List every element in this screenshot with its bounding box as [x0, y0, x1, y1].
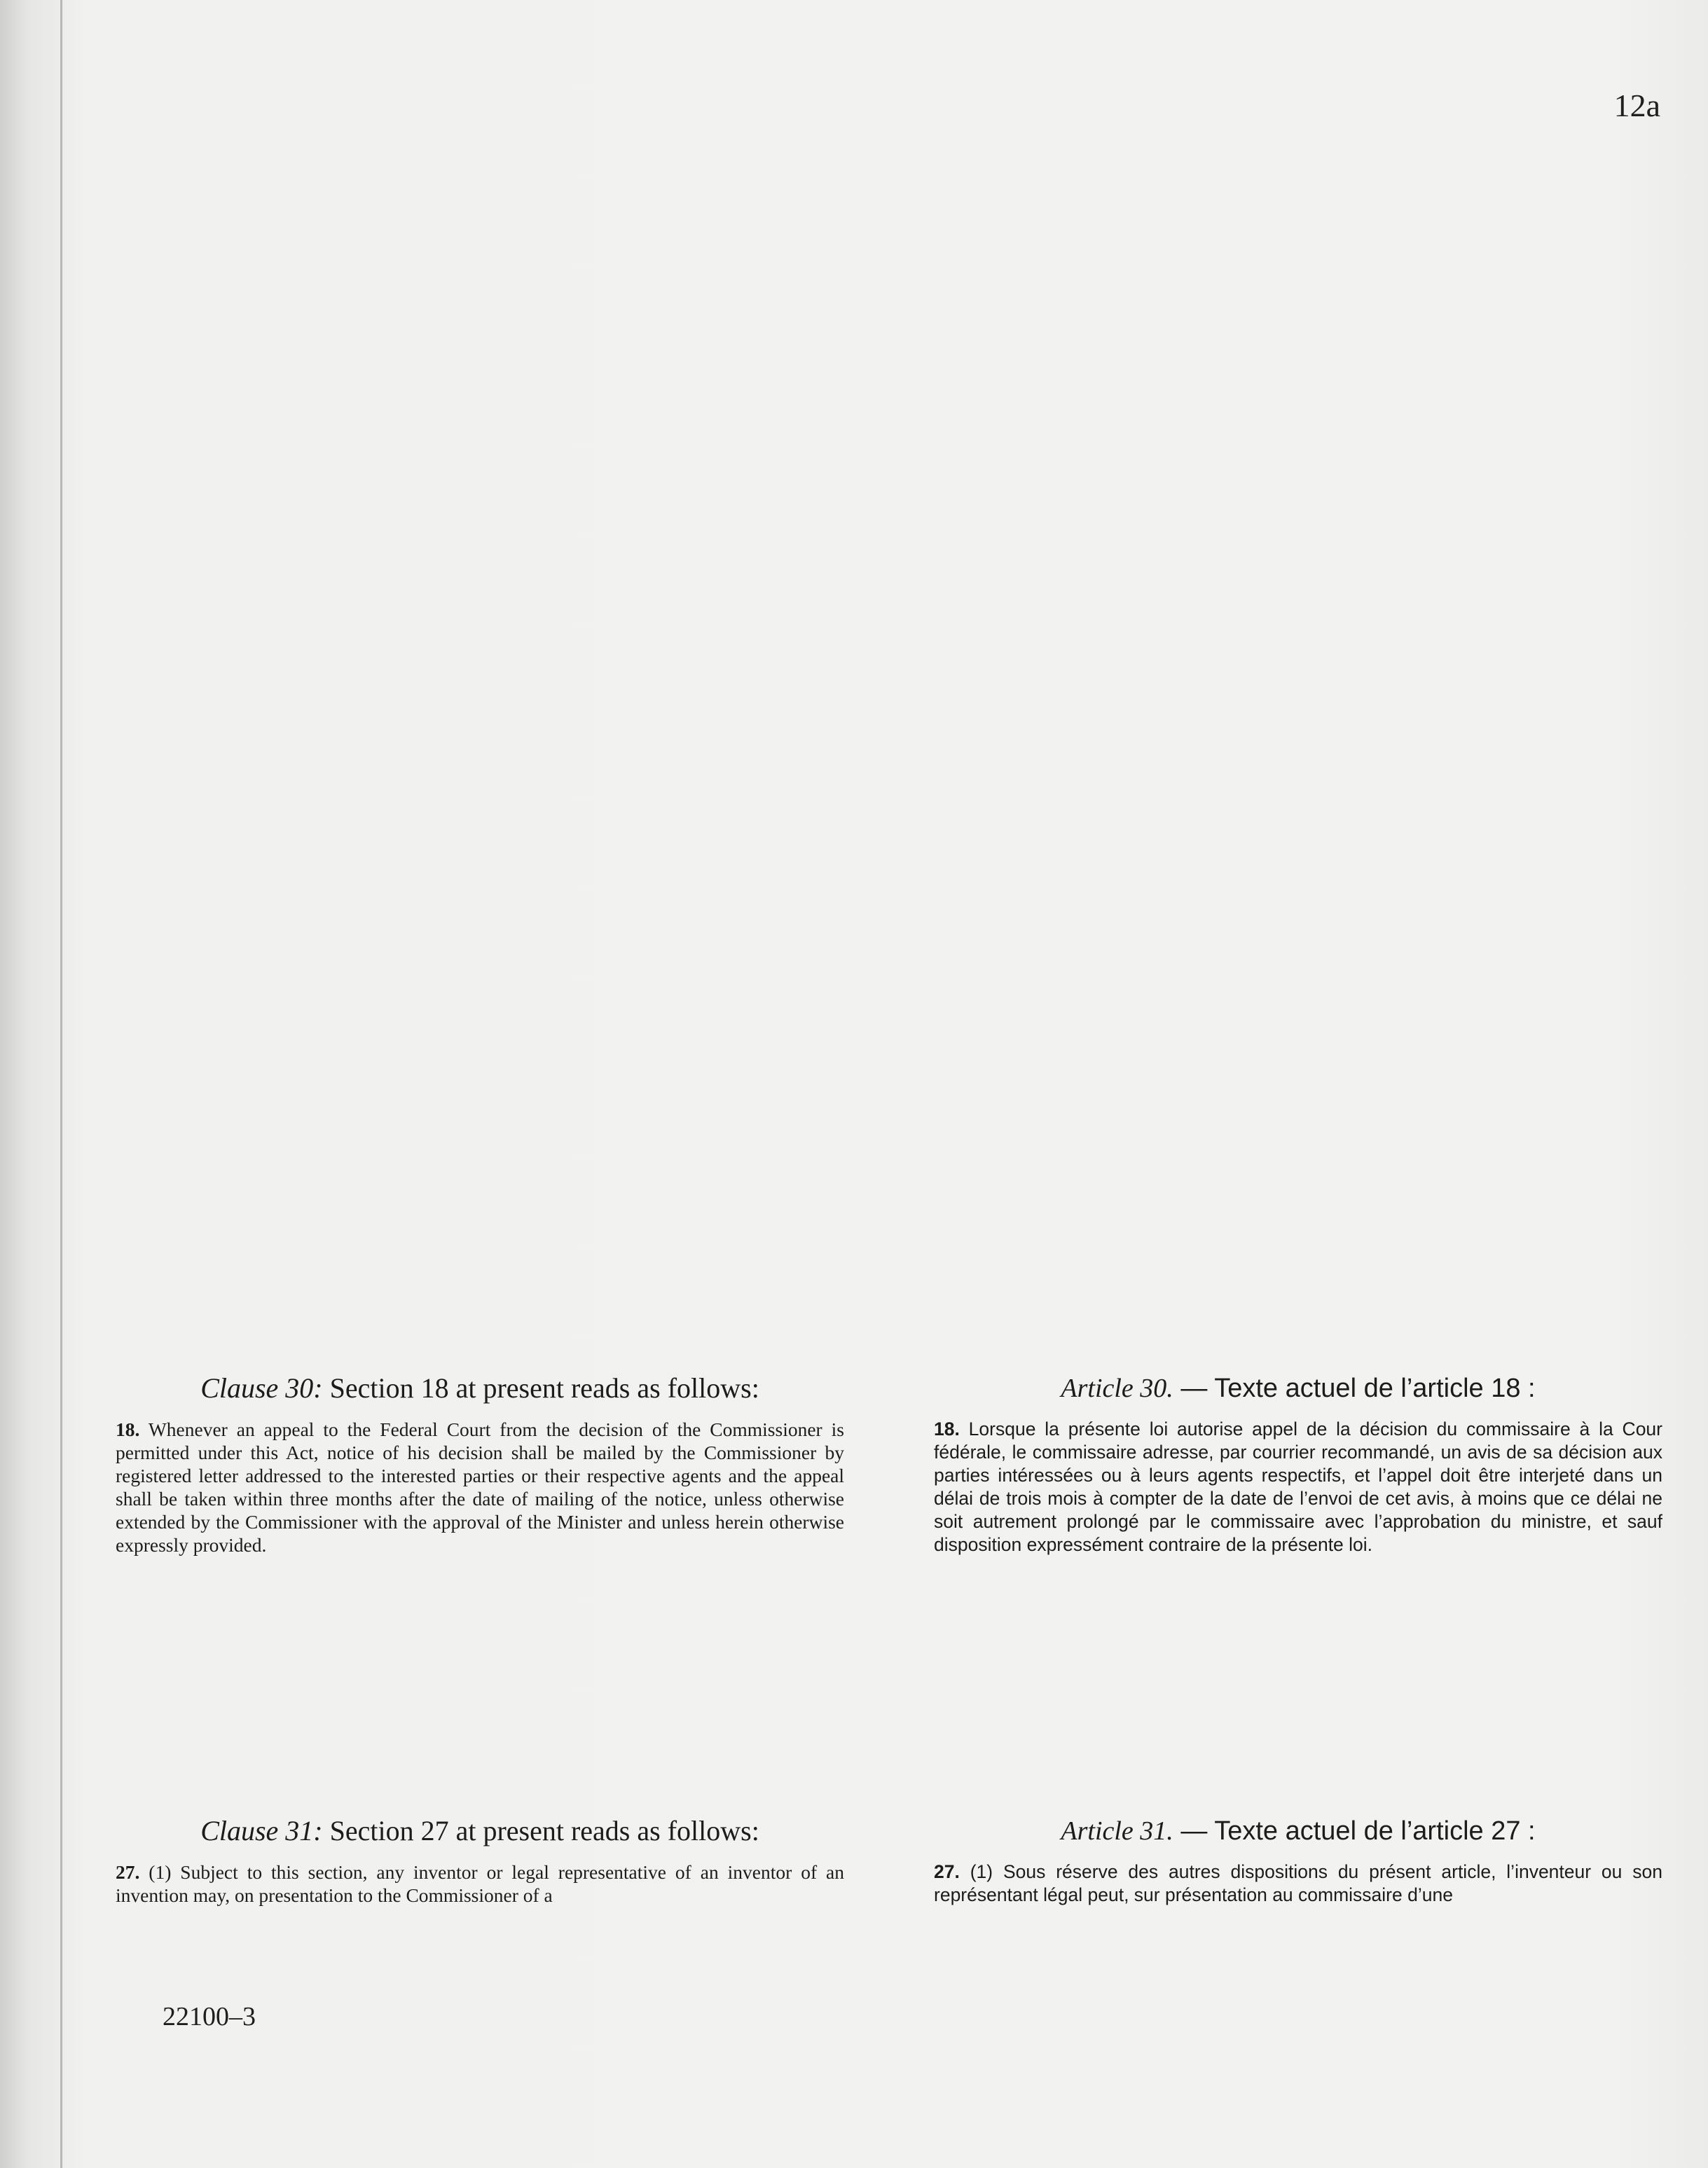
page-number: 12a: [1613, 88, 1660, 123]
section-number: 18.: [116, 1418, 140, 1440]
clause-31-body: [116, 1860, 844, 1907]
section-number: 18.: [934, 1418, 960, 1439]
article-30-heading-text: — Texte actuel de l’article 18 :: [1173, 1374, 1536, 1403]
section-text: Whenever an appeal to the Federal Court from the decision of the Commissioner is permitted under this Act, notice of his decision shall be mailed by the Commissioner by registered letter addressed to the interested parties or their respective agents and the appeal shall be taken within three months after the date of mailing of the notice, unless otherwise extended by the Commissioner with the approval of the Minister and unless herein otherwise expressly provided.: [116, 1418, 844, 1556]
clause-30-body: [116, 1418, 844, 1556]
section-text: (1) Subject to this section, any inventor or legal representative of an inventor of an invention may, on presentation to the Commissioner of a: [116, 1861, 844, 1906]
article-31-heading-text: — Texte actuel de l’article 27 :: [1173, 1816, 1536, 1846]
article-31-french: [934, 1814, 1662, 1907]
article-30-french: [934, 1372, 1662, 1556]
section-number: 27.: [116, 1861, 140, 1883]
clause-31-heading-label: Clause 31:: [200, 1815, 323, 1846]
binding-gutter: [60, 0, 62, 2168]
clause-31-heading: [116, 1814, 844, 1848]
article-31-body: [934, 1860, 1662, 1907]
section-text: Lorsque la présente loi autorise appel de la décision du commissaire à la Cour fédérale, le commissaire adresse, par courrier recommandé, un avis de sa décision aux parties intéressées ou à leurs agents respectifs, et l’appel doit être interjeté dans un délai de trois mois à compter de la date de l’envoi de cet avis, à moins que ce délai ne soit autrement prolongé par le commissaire avec l’approbation du ministre, et sauf disposition expressément contraire de la présente loi.: [934, 1418, 1662, 1555]
article-31-heading: [934, 1814, 1662, 1848]
clause-30-heading: [116, 1372, 844, 1405]
article-30-heading-label: Article 30.: [1061, 1374, 1173, 1403]
clause-30-heading-text: Section 18 at present reads as follows:: [322, 1372, 759, 1404]
section-text: (1) Sous réserve des autres dispositions du présent article, l’inventeur ou son représentant légal peut, sur présentation au commissaire d’une: [934, 1861, 1662, 1905]
clause-30-english: [116, 1372, 844, 1556]
article-31-heading-label: Article 31.: [1061, 1816, 1173, 1846]
article-30-heading: [934, 1372, 1662, 1405]
clause-30-heading-label: Clause 30:: [200, 1372, 323, 1404]
clause-31-english: [116, 1814, 844, 1907]
document-code: 22100–3: [163, 2002, 256, 2031]
section-number: 27.: [934, 1861, 960, 1882]
clause-31-heading-text: Section 27 at present reads as follows:: [322, 1815, 759, 1846]
article-30-body: [934, 1418, 1662, 1556]
